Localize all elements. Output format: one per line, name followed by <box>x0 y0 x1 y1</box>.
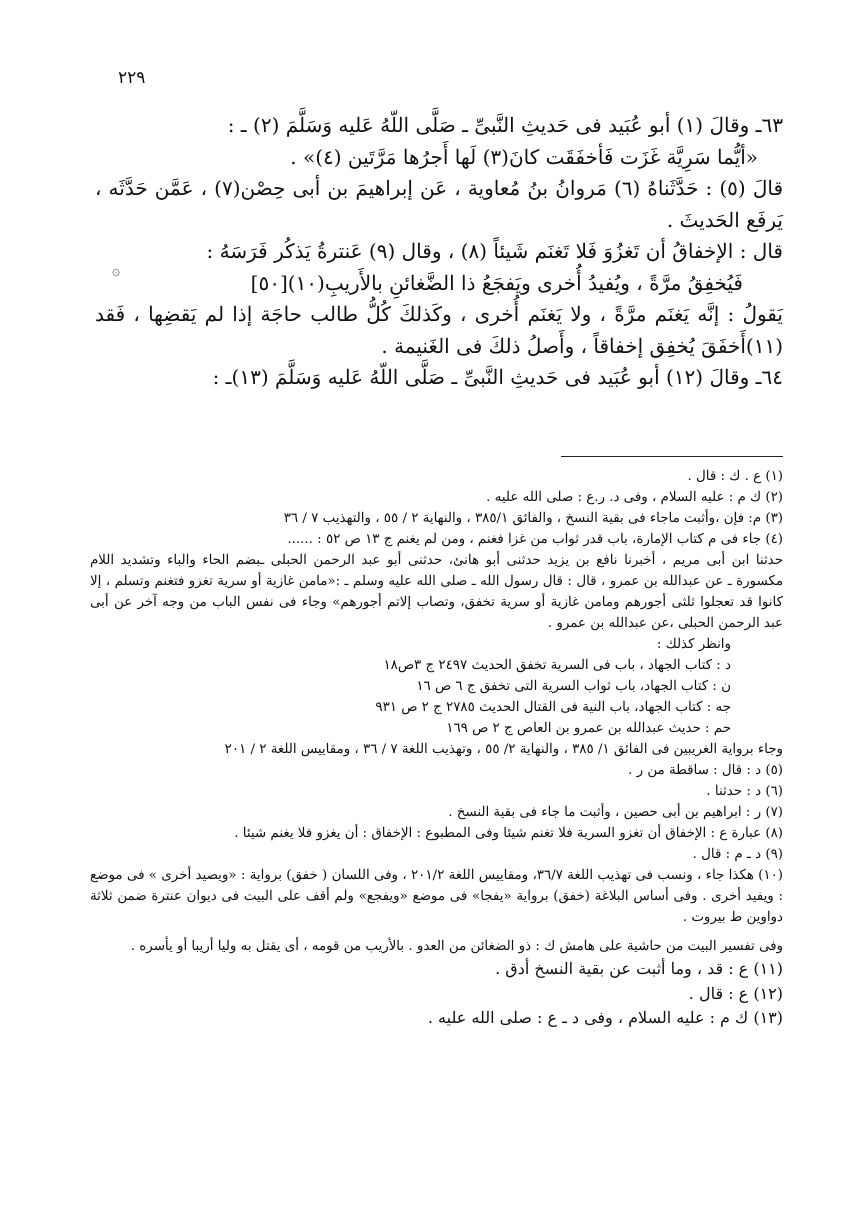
footnotes <box>90 466 783 1031</box>
footnote: (٥) د : قال : ساقطة من ر . <box>628 763 783 778</box>
footnote: (٦) د : حدثنا . <box>706 784 783 799</box>
reference-line: ن : كتاب الجهاد، باب ثواب السرية التى تخفق ج ٦ ص ١٦ <box>416 679 731 694</box>
poetry-verse: فَيُخفِقُ مرَّةً ، ويُفيدُ أُخرى ويَفجَعُ ذا الضَّغائنِ بالأَريبِ(١٠)[٥٠] <box>250 270 743 295</box>
paragraph-isnad: قالَ (٥) : حَدَّثَناهُ (٦) مَروانُ بنُ مُعاوية ، عَن إبراهيمَ بن أبى حِصْن(٧) ، عَمَّن حَدَّثَه ، يَرفَع الحَديثَ . <box>95 176 784 232</box>
paragraph-64: ٦٤ـ وقالَ (١٢) أبو عُبَيد فى حَديثِ النَّبىِّ ـ صَلَّى اللّهُ عَليه وَسَلَّمَ (١٣)ـ : <box>212 365 783 389</box>
footnote-continuation: وجاء برواية الغريبين فى الفائق ١/ ٣٨٥ ، والنهاية ٢/ ٥٥ ، وتهذيب اللغة ٧ / ٣٦ ، ومقاييس اللغة ٢ / ٢٠١ <box>224 742 783 757</box>
footnote: (٤) جاء فى م كتاب الإمارة، باب قدر ثواب من غزا فغنم ، ومن لم يغنم ج ١٣ ص ٥٢ : ...... <box>287 532 783 547</box>
reference-line: حم : حديث عبدالله بن عمرو بن العاص ج ٢ ص ١٦٩ <box>446 721 731 736</box>
paragraph-explanation: يَقولُ : إنَّه يَغنَم مرَّةً ، ولا يَغنَم أُخرى ، وكَذلكَ كُلُّ طالب حاجَة إذا لم يَقضِها ، فَقد (١١)أَخفَقَ يُخفِق إخفاقاً ، وأَصلُ ذلكَ فى الغَنيمة . <box>95 302 783 358</box>
hadith-quote: «أيُّما سَرِيَّة غَزَت فَأخفَقَت كانَ(٣) لَها أَجرُها مَرَّتَين (٤)» . <box>290 144 758 169</box>
page-number: ٢٢٩ <box>118 68 146 88</box>
footnote-continuation: حدثنا ابن أبى مريم ، أخبرنا نافع بن يزيد حدثنى أبو هانئ، حدثنى أبو عبد الرحمن الحبلى ـبضم الحاء والباء وتشديد اللام مكسورة ـ عن عبدالله بن عمرو ، قال : قال رسول الله ـ صلى الله عليه وسلم ـ :«مامن غازية أو سرية تغزو فتغنم وتسلم ، إلا كانوا قد تعجلوا ثلثى أجورهم ومامن غازية أو سرية تخفق، وتصاب إلاتم أجورهم» وجاء فى نفس الباب من وجه آخر عن أبى عبد الرحمن الحبلى ،عن عبدالله بن عمرو . <box>90 553 783 631</box>
footnote: (٣) م: فإن ،وأثبت ماجاء فى بقية النسخ ، والفائق ٣٨٥/١ ، والنهاية ٢ / ٥٥ ، والتهذيب ٧ / ٣٦ <box>283 511 783 526</box>
footnote: (١٠) هكذا جاء ، ونسب فى تهذيب اللغة ٣٦/٧، ومقاييس اللغة ٢٠١/٢ ، وفى اللسان ( خفق) برواية : «ويصيد أخرى » فى موضع : ويفيد أخرى . وفى أساس البلاغة (خفق) برواية «يفجا» فى موضع «ويفجع» ولم أقف على البيت فى ديوان عنترة ضمن ثلاثة دواوين ط بيروت . <box>90 868 784 925</box>
footnote: (٧) ر : ابراهيم بن أبى حصين ، وأثبت ما جاء فى بقية النسخ . <box>448 805 783 820</box>
footnote: (١) ع . ك : قال . <box>687 469 783 484</box>
paragraph-definition: قال : الإخفاقُ أن تَغزُوَ فَلا تَغنَم شَيئاً (٨) ، وقال (٩) عَنترةُ يَذكُر فَرَسَهُ : <box>206 239 783 263</box>
main-text <box>95 110 783 394</box>
footnote-continuation: وفى تفسير البيت من حاشية على هامش ك : ذو الضغائن من العدو . بالأريب من قومه ، أى يقتل به وليا أريبا أو يأسره . <box>130 939 783 954</box>
reference-line: د : كتاب الجهاد ، باب فى السرية تخفق الحديث ٢٤٩٧ ج ٣ص١٨ <box>383 658 731 673</box>
paragraph-63: ٦٣ـ وقالَ (١) أبو عُبَيد فى حَديثِ النَّبىِّ ـ صَلَّى اللّهُ عَليه وَسَلَّمَ (٢) ـ : <box>227 113 783 137</box>
footnote-see-also: وانظر كذلك : <box>656 637 731 652</box>
footnote: (٨) عبارة ع : الإخفاق أن تغزو السرية فلا تغنم شيئا وفى المطبوع : الإخفاق : أن يغزو فلا يغنم شيئا . <box>234 826 783 841</box>
footnote: (١٢) ع : قال . <box>688 983 783 1003</box>
footnote: (١١) ع : قد ، وما أثبت عن بقية النسخ أدق . <box>495 959 783 978</box>
reference-line: جه : كتاب الجهاد، باب النية فى القتال الحديث ٢٧٨٥ ج ٢ ص ٩٣١ <box>375 700 731 715</box>
footnote-divider <box>561 456 783 457</box>
margin-mark-icon: ۞ <box>112 263 121 279</box>
footnote: (٢) ك م : عليه السلام ، وفى د. ر.ع : صلى الله عليه . <box>486 490 783 505</box>
footnote: (١٣) ك م : عليه السلام ، وفى د ـ ع : صلى الله عليه . <box>427 1008 783 1027</box>
footnote: (٩) د ـ م : قال . <box>692 847 783 862</box>
